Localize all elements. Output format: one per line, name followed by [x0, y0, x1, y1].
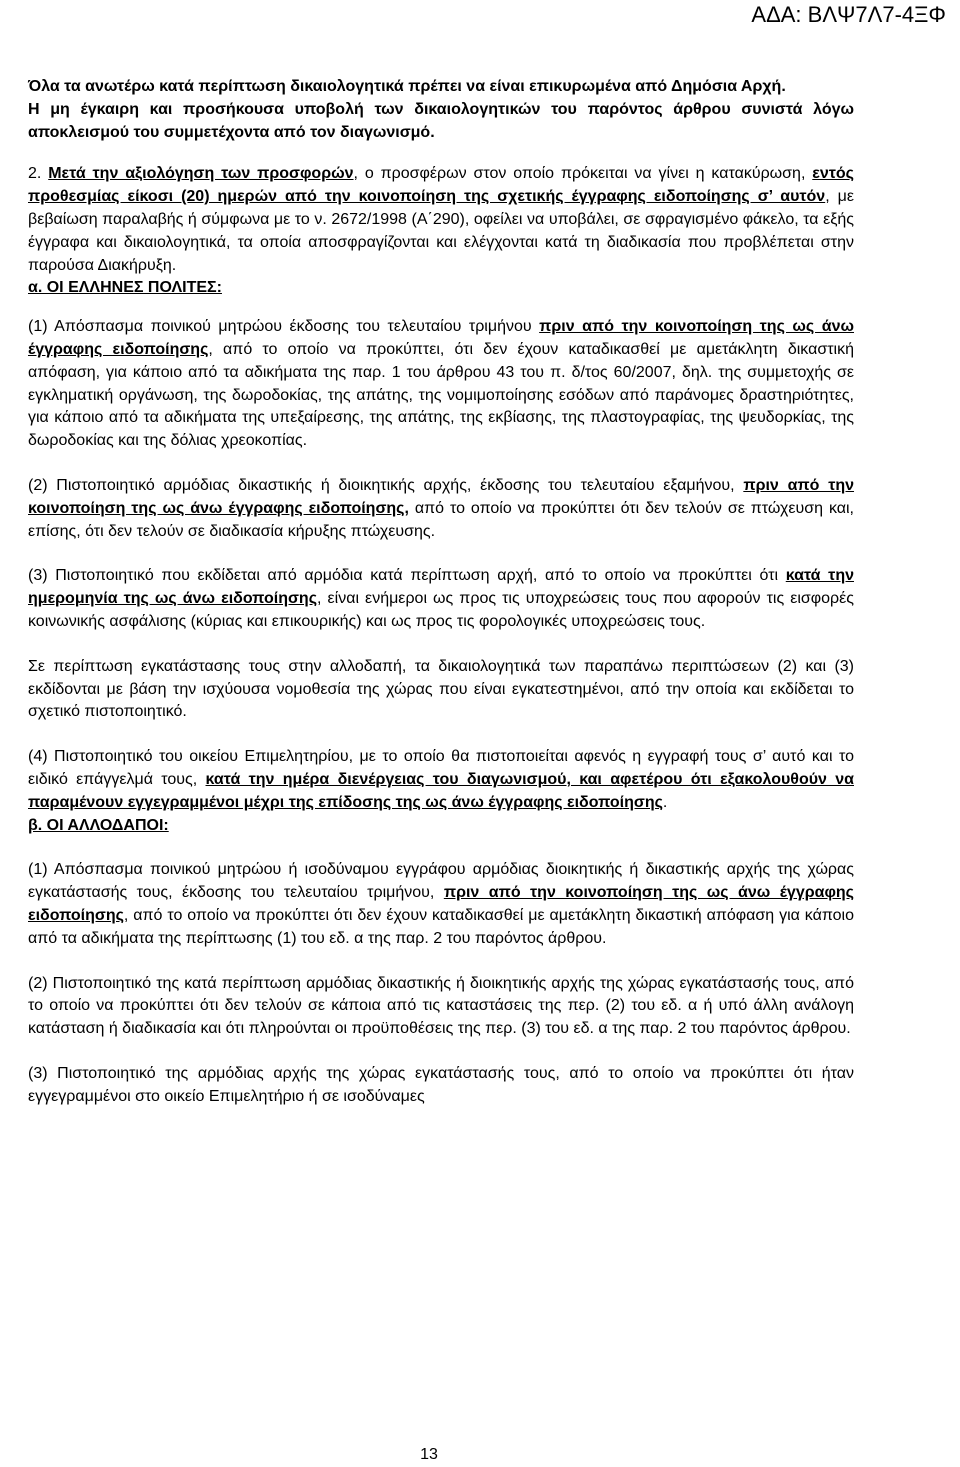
greek-item-1: (1) Απόσπασμα ποινικού μητρώου έκδοσης του τελευταίου τριμήνου πριν από την κοινοποίηση της ως άνω έγγραφης ειδοποίησης, από το οποίο να προκύπτει, ότι δεν έχουν καταδικασθεί με αμετάκλητη δικαστική απόφαση, για κάποιο από τα αδικήματα της παρ. 1 του άρθρου 43 του π. δ/τος 60/2007, δηλ. της συμμετοχής σε εγκληματική οργάνωση, της δωροδοκίας, της απάτης, της νομιμοποίησης εσόδων από παράνομες δραστηριότητες, για κάποιο από τα αδικήματα της υπεξαίρεσης, της απάτης, της εκβίασης, της πλαστογραφίας, της ψευδορκίας, της δωροδοκίας και της δόλιας χρεοκοπίας. — [28, 318, 855, 450]
heading-greek-citizens: α. ΟΙ ΕΛΛΗΝΕΣ ΠΟΛΙΤΕΣ: — [28, 279, 222, 297]
section-2-paragraph: 2. Μετά την αξιολόγηση των προσφορών, ο προσφέρων στον οποίο πρόκειται να γίνει η κατακύρωση, εντός προθεσμίας είκοσι (20) ημερών από την κοινοποίηση της σχετικής έγγραφης ειδοποίησης σ’ αυτόν, με βεβαίωση παραλαβής ή σύμφωνα με το ν. 2672/1998 (Α΄290), οφείλει να υποβάλει, σε σφραγισμένο φάκελο, τα εξής έγγραφα και δικαιολογητικά, τα οποία αποσφραγίζονται και ελέγχονται κατά τη διαδικασία που προβλέπεται στην παρούσα Διακήρυξη. — [28, 165, 854, 274]
section-2-bold-lead: Μετά την αξιολόγηση των προσφορών — [48, 165, 354, 183]
foreign-item-3: (3) Πιστοποιητικό της αρμόδιας αρχής της χώρας εγκατάστασής τους, από το οποίο να προκύπτει ότι ήταν εγγεγραμμένοι στο οικείο Επιμελητήριο ή σε ισοδύναμες — [28, 1064, 854, 1105]
greek-item-2: (2) Πιστοποιητικό αρμόδιας δικαστικής ή διοικητικής αρχής, έκδοσης του τελευταίου εξαμήνου, πριν από την κοινοποίηση της ως άνω έγγραφης ειδοποίησης, από το οποίο να προκύπτει ότι δεν τελούν σε πτώχευση και, επίσης, ότι δεν τελούν σε διαδικασία κήρυξης πτώχευσης. — [28, 476, 855, 540]
greek-item-3: (3) Πιστοποιητικό που εκδίδεται από αρμόδια κατά περίπτωση αρχή, από το οποίο να προκύπτει ότι κατά την ημερομηνία της ως άνω ειδοποίησης, είναι ενήμεροι ως προς τις υποχρεώσεις τους που αφορούν τις εισφορές κοινωνικής ασφάλισης (κύριας και επικουρικής) και ως προς τις φορολογικές υποχρεώσεις τους. — [28, 567, 855, 630]
page-number: 13 — [420, 1446, 438, 1463]
greek-foreign-establishment-note: Σε περίπτωση εγκατάστασης τους στην αλλοδαπή, τα δικαιολογητικά των παραπάνω περιπτώσεων (2) και (3) εκδίδονται με βάση την ισχύουσα νομοθεσία της χώρας που είναι εγκατεστημένοι, από την οποία και εκδίδεται το σχετικό πιστοποιητικό. — [28, 657, 854, 721]
deadline-text: εντός προθεσμίας είκοσι (20) ημερών από την κοινοποίηση της σχετικής έγγραφης ειδοποίησης σ’ αυτόν — [28, 165, 854, 206]
intro-certification-note: Όλα τα ανωτέρω κατά περίπτωση δικαιολογητικά πρέπει να είναι επικυρωμένα από Δημόσια Αρχή. — [28, 78, 786, 95]
intro-exclusion-note: Η μη έγκαιρη και προσήκουσα υποβολή των δικαιολογητικών του παρόντος άρθρου συνιστά λόγω αποκλεισμού του συμμετέχοντα από τον διαγωνισμό. — [28, 100, 854, 141]
greek-item-4: (4) Πιστοποιητικό του οικείου Επιμελητηρίου, με το οποίο θα πιστοποιείται αφενός η εγγραφή τους σ’ αυτό και το ειδικό επάγγελμά τους, κατά την ημέρα διενέργειας του διαγωνισμού, και αφετέρου ότι εξακολουθούν να παραμένουν εγγεγραμμένοι μέχρι της επίδοσης της ως άνω έγγραφης ειδοποίησης. — [28, 748, 854, 811]
section-number: 2. — [28, 165, 49, 183]
heading-foreigners: β. ΟΙ ΑΛΛΟΔΑΠΟΙ: — [28, 816, 169, 834]
foreign-item-2: (2) Πιστοποιητικό της κατά περίπτωση αρμόδιας δικαστικής ή διοικητικής αρχής της χώρας εγκατάστασής τους, από το οποίο να προκύπτει ότι δεν τελούν σε κάποια από τις καταστάσεις της περ. (2) του εδ. α ή υπό άλλη ανάλογη κατάσταση ή διαδικασία και ότι πληρούνται οι προϋποθέσεις της περ. (3) του εδ. α της παρ. 2 του παρόντος άρθρου. — [28, 974, 854, 1038]
foreign-item-1: (1) Απόσπασμα ποινικού μητρώου ή ισοδύναμου εγγράφου αρμόδιας διοικητικής ή δικαστικής αρχής της χώρας εγκατάστασής τους, έκδοσης του τελευταίου τριμήνου, πριν από την κοινοποίηση της ως άνω έγγραφης ειδοποίησης, από το οποίο να προκύπτει ότι δεν έχουν καταδικασθεί με αμετάκλητη δικαστική απόφαση για κάποιο από τα αδικήματα της περίπτωσης (1) του εδ. α της παρ. 2 του παρόντος άρθρου. — [28, 861, 855, 947]
ada-code: ΑΔΑ: ΒΛΨ7Λ7-4ΞΦ — [751, 2, 946, 27]
document-body — [28, 76, 854, 1108]
